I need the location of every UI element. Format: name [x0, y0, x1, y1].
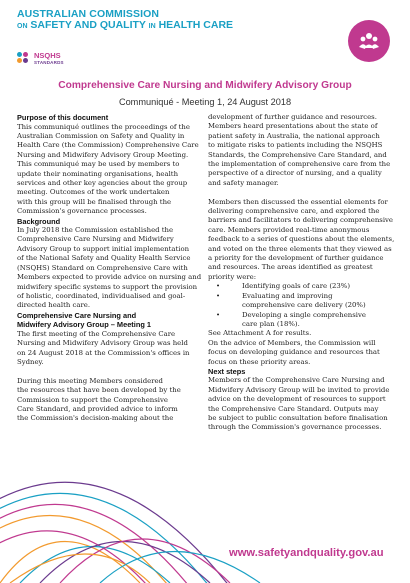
text-line: Members heard presentations about the state of [208, 122, 378, 131]
text-line: Evaluating and improving [242, 291, 333, 300]
bullet-icon: • [216, 310, 221, 319]
text-line: Standards, the Comprehensive Care Standard, and [208, 150, 387, 159]
text-line: the resources that have been developed by the [17, 386, 181, 395]
text-line: Advisory Group to support initial implementation [17, 244, 190, 253]
text-line: Commission's governance processes. [17, 207, 147, 216]
nsqhs-sub: STANDARDS [34, 60, 64, 65]
text-line: to mitigate risks to patients including the NSQHS [208, 141, 383, 150]
text-line: perspective of a director of nursing, and a quality [208, 169, 382, 178]
text-line: Midwifery Advisory Group will be invited to provide [208, 385, 390, 394]
text-line: and safety manager. [208, 178, 279, 187]
text-line: Members then discussed the essential elements for [208, 197, 388, 206]
text-line: This communiqué may be used by members to [17, 160, 180, 169]
org-in: IN [148, 23, 156, 30]
text-line: barriers and facilitators to delivering comprehensive [208, 216, 394, 225]
bullet-icon: • [216, 291, 221, 300]
text-line: the Commission's decision-making about the [17, 414, 174, 423]
text-line: the implementation of comprehensive care from the [208, 160, 391, 169]
section-heading: Background [17, 216, 61, 226]
text-line: feedback to a series of questions about the elements, [208, 235, 395, 244]
nsqhs-name: NSQHS [34, 51, 61, 60]
text-line: directed health care. [17, 301, 91, 310]
text-line: See Attachment A for results. [208, 329, 312, 338]
text-line: priority were: [208, 272, 257, 281]
text-line: advice on the development of resources to support [208, 395, 386, 404]
org-health-care: HEALTH CARE [158, 19, 234, 31]
text-line: meeting. Outcomes of the work undertaken [17, 188, 170, 197]
section-heading: Purpose of this document [17, 113, 109, 122]
text-line: a priority for the development of further guidance [208, 254, 384, 263]
org-on: ON [17, 23, 28, 30]
text-line: and voted on the three elements that they viewed as [208, 244, 392, 253]
text-line: focus on these priority areas. [208, 357, 311, 366]
text-line: the Comprehensive Care Standard. Outputs may [208, 404, 379, 413]
text-line: care. Members provided real-time anonymous [208, 225, 370, 234]
bullet-icon: • [216, 282, 221, 291]
text-line: During this meeting Members considered [17, 376, 163, 385]
text-line: In July 2018 the Commission established the [17, 226, 174, 235]
text-line: Health Care (the Commission) Comprehensive Care [17, 141, 199, 150]
text-line: through the Commission's governance processes. [208, 423, 382, 432]
text-line: Comprehensive Care Nursing and Midwifery [17, 235, 174, 244]
text-line: on 24 August 2018 at the Commission's offices in [17, 348, 190, 357]
page-subtitle: Communiqué - Meeting 1, 24 August 2018 [118, 97, 292, 107]
text-line: Members expected to provide advice on nursing and [17, 273, 202, 282]
text-line: Nursing and Midwifery Advisory Group was held [17, 339, 188, 348]
text-line: Identifying goals of care (23%) [242, 282, 351, 291]
text-line: Members of the Comprehensive Care Nursing and [208, 376, 385, 385]
text-line: delivering comprehensive care, and explored the [208, 207, 380, 216]
text-line: Commission to support the Comprehensive [17, 395, 168, 404]
text-line: Developing a single comprehensive [242, 310, 366, 319]
text-line: with this group will be finalised through the [17, 197, 172, 206]
text-line: care plan (18%). [242, 319, 300, 328]
text-line: of the National Safety and Quality Health Service [17, 254, 191, 263]
text-line: patient safety in Australia, the national approach [208, 131, 380, 140]
text-line: Sydney. [17, 357, 44, 366]
text-line: This communiqué outlines the proceedings of the [17, 122, 190, 131]
text-line: Australian Commission on Safety and Quality in [17, 131, 185, 140]
section-heading: Comprehensive Care Nursing and [17, 310, 137, 320]
text-line: and resources. The areas identified as greatest [208, 263, 373, 272]
text-line: midwifery specific systems to support the provision [17, 282, 198, 291]
page-title: Comprehensive Care Nursing and Midwifery Advisory Group [58, 80, 352, 91]
text-line: Care Standard, and provided advice to inform [17, 404, 178, 413]
org-safety-quality: SAFETY AND QUALITY [30, 19, 146, 31]
section-heading: Midwifery Advisory Group – Meeting 1 [17, 320, 152, 330]
text-line: On the advice of Members, the Commission will [208, 338, 376, 347]
text-line: (NSQHS) Standard on Comprehensive Care with [17, 263, 188, 272]
org-name-line1: AUSTRALIAN COMMISSION [17, 8, 160, 20]
text-line: comprehensive care delivery (20%) [242, 301, 366, 310]
text-line: update their nominating organisations, health [17, 169, 179, 178]
website-link[interactable]: www.safetyandquality.gov.au [229, 547, 384, 559]
text-line: of holistic, coordinated, individualised and goal- [17, 291, 186, 300]
text-line: services and other key agencies about the group [17, 178, 188, 187]
text-line: be subject to public consultation before finalisation [208, 414, 388, 423]
section-heading: Next steps [208, 366, 246, 376]
text-line: focus on developing guidance and resources that [208, 348, 380, 357]
text-line: Nursing and Midwifery Advisory Group Meeting. [17, 150, 189, 159]
text-line: The first meeting of the Comprehensive Care [17, 329, 176, 338]
text-line: development of further guidance and resources. [208, 113, 377, 121]
